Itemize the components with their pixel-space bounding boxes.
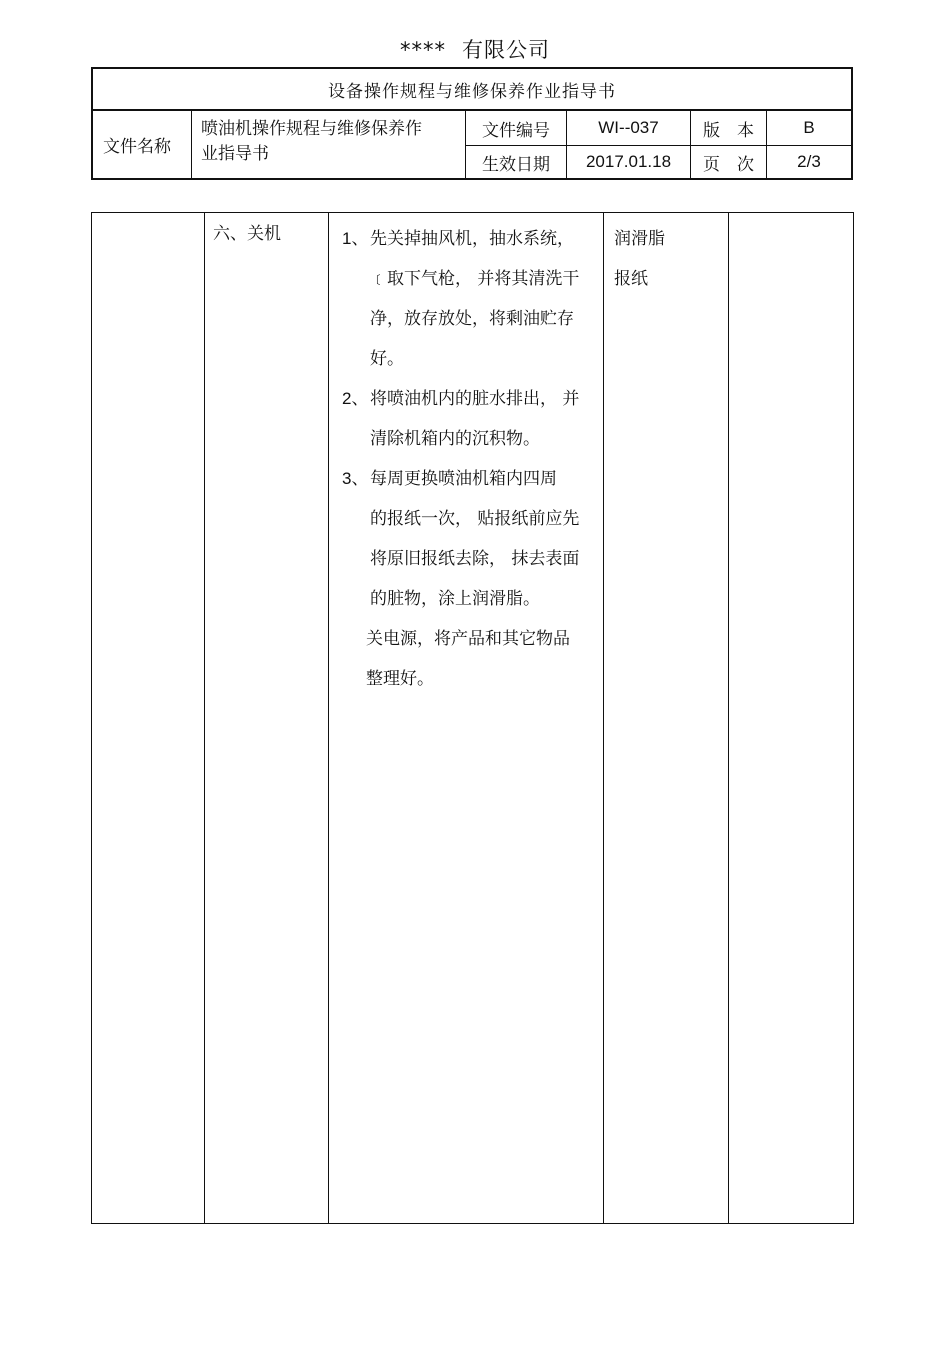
table-column-divider-3 — [603, 213, 604, 1223]
step-line: 好。 — [370, 349, 404, 369]
file-name-label: 文件名称 — [103, 137, 171, 157]
company-stars: **** — [400, 38, 446, 62]
document-header-table — [91, 67, 853, 180]
material-item: 报纸 — [614, 269, 648, 289]
step-number: 3、 — [342, 469, 369, 488]
materials-list — [614, 219, 665, 299]
file-name-value-line2: 业指导书 — [201, 144, 269, 164]
company-suffix: 有限公司 — [462, 38, 550, 62]
step-line: ﹝取下气枪， 并将其清洗干 — [370, 269, 580, 289]
step-text — [370, 459, 600, 619]
header-divider-v1 — [191, 111, 192, 178]
file-no-label: 文件编号 — [482, 120, 550, 141]
material-item: 润滑脂 — [614, 229, 665, 249]
table-column-divider-4 — [728, 213, 729, 1223]
step-line: 的报纸一次， 贴报纸前应先 — [370, 509, 580, 529]
closing-note-line: 整理好。 — [366, 669, 434, 689]
version-label: 版 本 — [703, 120, 754, 141]
company-name — [0, 34, 950, 64]
page-value: 2/3 — [797, 152, 821, 171]
section-title: 六、关机 — [213, 224, 281, 244]
table-column-divider-1 — [204, 213, 205, 1223]
steps-list — [342, 219, 600, 699]
file-name-value-line1: 喷油机操作规程与维修保养作 — [201, 119, 422, 139]
step-item — [342, 219, 600, 379]
effective-date-label: 生效日期 — [482, 154, 550, 175]
step-line: 将原旧报纸去除， 抹去表面 — [370, 549, 580, 569]
effective-date-value: 2017.01.18 — [585, 152, 672, 171]
step-line: 先关掉抽风机，抽水系统， — [370, 229, 574, 249]
table-column-divider-2 — [328, 213, 329, 1223]
step-line: 清除机箱内的沉积物。 — [370, 429, 540, 449]
step-number: 1、 — [342, 229, 369, 248]
version-value: B — [803, 118, 815, 137]
step-text — [370, 219, 600, 379]
step-line: 的脏物，涂上润滑脂。 — [370, 589, 540, 609]
page-label: 页 次 — [703, 154, 754, 175]
file-no-value: WI--037 — [598, 118, 659, 137]
document-title: 设备操作规程与维修保养作业指导书 — [328, 81, 616, 102]
step-number: 2、 — [342, 389, 369, 408]
step-item — [342, 459, 600, 619]
step-item — [342, 379, 600, 459]
step-line: 净，放存放处，将剩油贮存 — [370, 309, 574, 329]
step-line: 将喷油机内的脏水排出， 并 — [370, 389, 580, 409]
procedure-table — [91, 212, 854, 1224]
step-text — [370, 379, 600, 459]
step-line: 每周更换喷油机箱内四周 — [370, 469, 557, 489]
file-name-value — [201, 117, 463, 173]
closing-note-line: 关电源，将产品和其它物品 — [366, 629, 570, 649]
